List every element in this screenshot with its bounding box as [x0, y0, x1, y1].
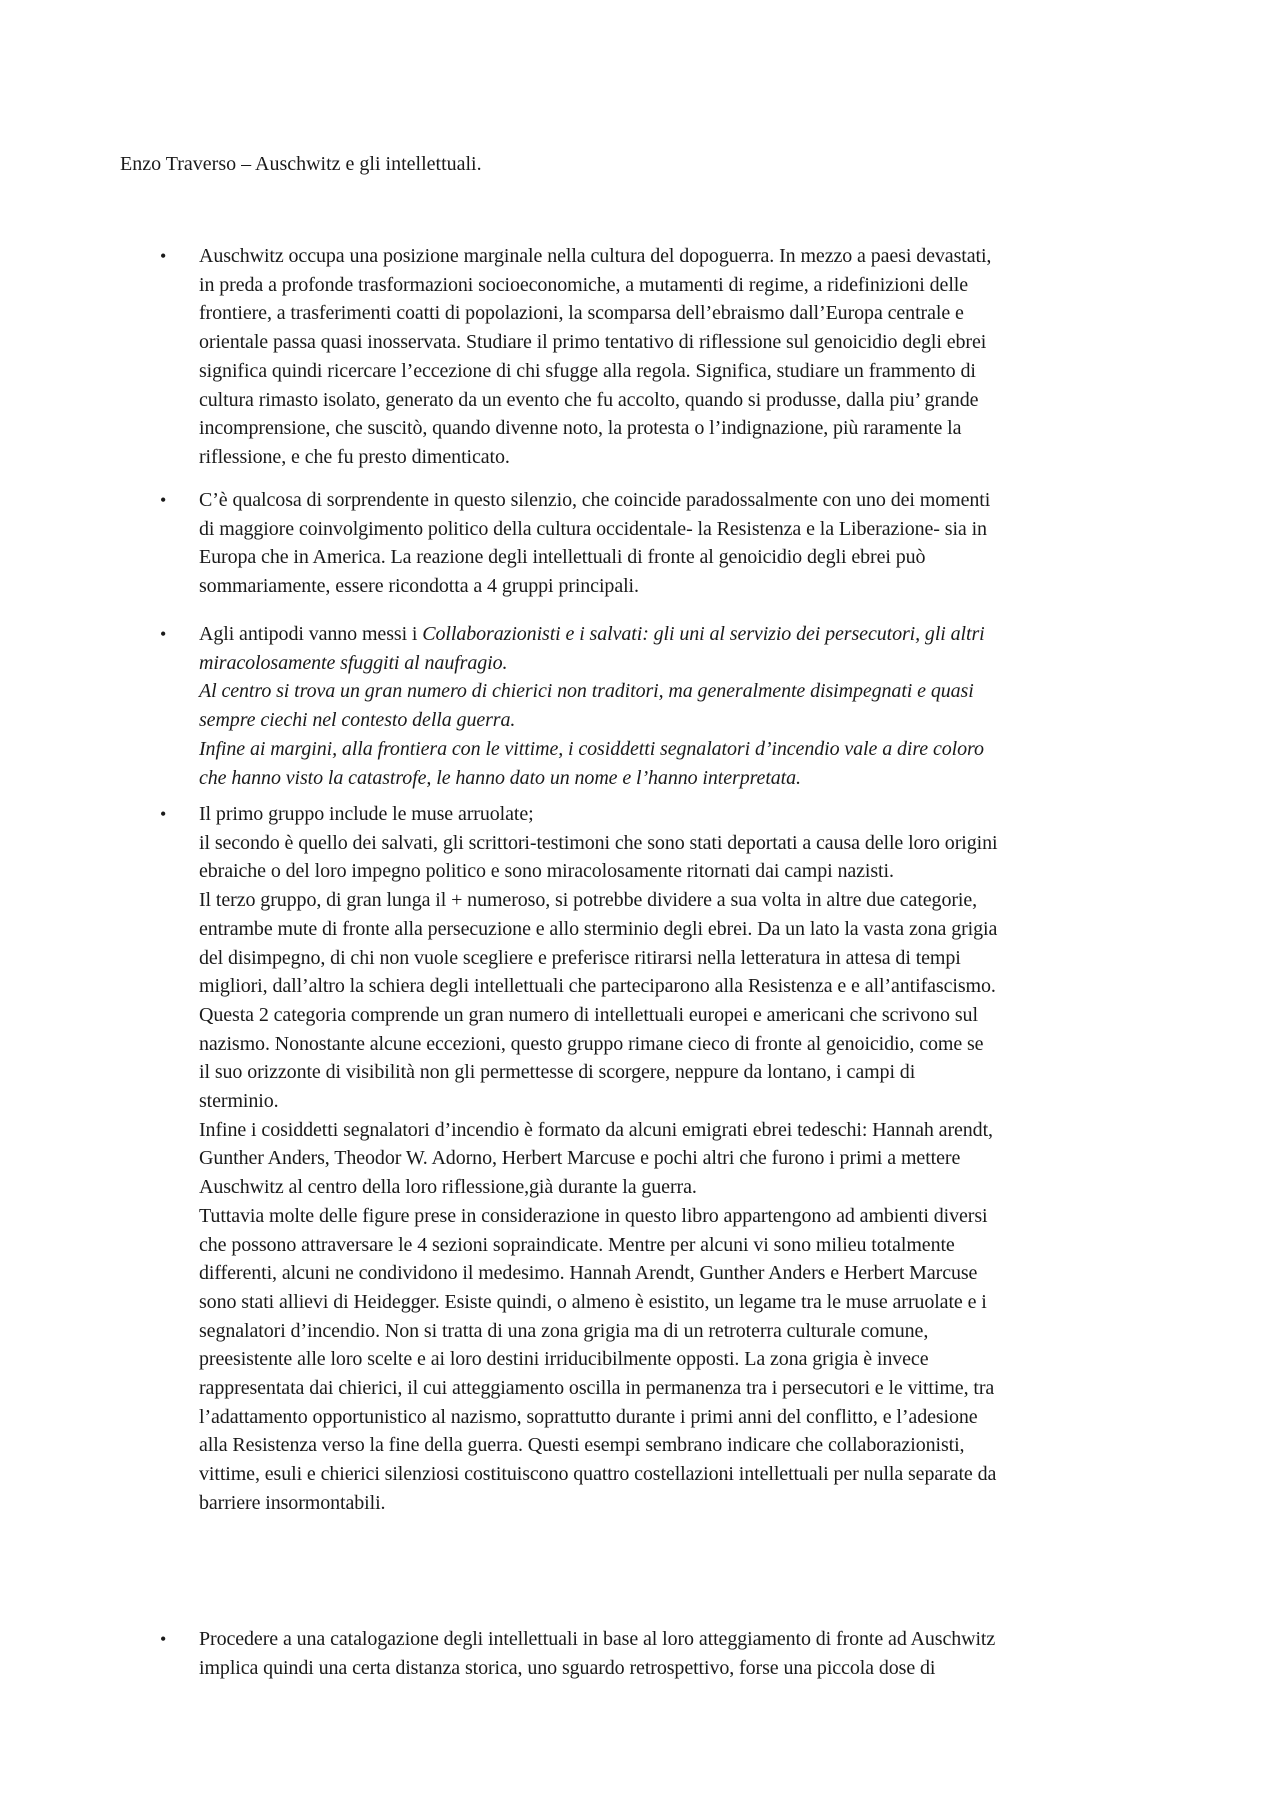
text-line: migliori, dall’altro la schiera degli intellettuali che parteciparono alla Resistenza e e all’antifascismo. [199, 975, 996, 998]
text-line: vittime, esuli e chierici silenziosi costituiscono quattro costellazioni intellettuali per nulla separate da [199, 1463, 997, 1486]
text-line: Procedere a una catalogazione degli intellettuali in base al loro atteggiamento di fronte ad Auschwitz [199, 1628, 996, 1650]
text-line: Auschwitz al centro della loro riflessione,già durante la guerra. [199, 1176, 697, 1199]
bullet-icon: • [160, 490, 167, 510]
text-line: Infine ai margini, alla frontiera con le vittime, i cosiddetti segnalatori d’incendio vale a dire coloro [199, 737, 984, 760]
text-line: Gunther Anders, Theodor W. Adorno, Herbert Marcuse e pochi altri che furono i primi a mettere [199, 1147, 961, 1170]
text-line: incomprensione, che suscitò, quando divenne noto, la protesta o l’indignazione, più raramente la [199, 417, 962, 440]
text-line: preesistente alle loro scelte e ai loro destini irriducibilmente opposti. La zona grigia è invece [199, 1348, 929, 1371]
text-line: sterminio. [199, 1090, 279, 1113]
document-title: Enzo Traverso – Auschwitz e gli intellettuali. [120, 153, 482, 175]
text-line: ebraiche o del loro impegno politico e sono miracolosamente ritornati dai campi nazisti. [199, 860, 894, 883]
text-line: Europa che in America. La reazione degli intellettuali di fronte al genoicidio degli ebrei può [199, 546, 926, 569]
text-line: significa quindi ricercare l’eccezione di chi sfugge alla regola. Significa, studiare un frammento di [199, 359, 976, 382]
text-line: C’è qualcosa di sorprendente in questo silenzio, che coincide paradossalmente con uno dei momenti [199, 489, 991, 511]
text-line: Al centro si trova un gran numero di chierici non traditori, ma generalmente disimpegnati e quasi [199, 680, 974, 703]
text-line: nazismo. Nonostante alcune eccezioni, questo gruppo rimane cieco di fronte al genoicidio, come se [199, 1032, 984, 1055]
text-line: sempre ciechi nel contesto della guerra. [199, 709, 516, 732]
text-line: entrambe mute di fronte alla persecuzione e allo sterminio degli ebrei. Da un lato la vasta zona grigia [199, 917, 998, 940]
text-line: l’adattamento opportunistico al nazismo, soprattutto durante i primi anni del conflitto, e l’adesione [199, 1405, 978, 1428]
text-line: Auschwitz occupa una posizione marginale nella cultura del dopoguerra. In mezzo a paesi devastati, [199, 245, 992, 267]
text-line: Il terzo gruppo, di gran lunga il + numeroso, si potrebbe dividere a sua volta in altre due categorie, [199, 889, 978, 912]
text-line: miracolosamente sfuggiti al naufragio. [199, 651, 508, 674]
text-line: il secondo è quello dei salvati, gli scrittori-testimoni che sono stati deportati a causa delle loro origini [199, 831, 998, 854]
text-line: il suo orizzonte di visibilità non gli permettesse di scorgere, neppure da lontano, i campi di [199, 1061, 916, 1084]
text-line: differenti, alcuni ne condividono il medesimo. Hannah Arendt, Gunther Anders e Herbert Marcuse [199, 1262, 978, 1285]
text-line: cultura rimasto isolato, generato da un evento che fu accolto, quando si produsse, dalla piu’ grande [199, 388, 979, 411]
text-line: segnalatori d’incendio. Non si tratta di una zona grigia ma di un retroterra culturale comune, [199, 1319, 929, 1342]
text-line: Tuttavia molte delle figure prese in considerazione in questo libro appartengono ad ambienti diversi [199, 1204, 988, 1227]
paragraph [199, 800, 1199, 1518]
paragraph [199, 486, 1199, 601]
text-line: in preda a profonde trasformazioni socioeconomiche, a mutamenti di regime, a ridefinizioni delle [199, 273, 969, 296]
bullet-icon: • [160, 246, 167, 266]
paragraph [199, 1625, 1199, 1682]
text-line: rappresentata dai chierici, il cui atteggiamento oscilla in permanenza tra i persecutori e le vittime, tra [199, 1377, 995, 1400]
text-line: di maggiore coinvolgimento politico della cultura occidentale- la Resistenza e la Liberazione- sia in [199, 517, 987, 540]
text-line: implica quindi una certa distanza storica, uno sguardo retrospettivo, forse una piccola dose di [199, 1656, 936, 1679]
text-line: che hanno visto la catastrofe, le hanno dato un nome e l’hanno interpretata. [199, 766, 801, 789]
text-line: orientale passa quasi inosservata. Studiare il primo tentativo di riflessione sul genoicidio degli ebrei [199, 331, 987, 354]
text-line: sono stati allievi di Heidegger. Esiste quindi, o almeno è esistito, un legame tra le muse arruolate e i [199, 1290, 987, 1313]
text-line: alla Resistenza verso la fine della guerra. Questi esempi sembrano indicare che collaborazionisti, [199, 1434, 965, 1457]
text-line: riflessione, e che fu presto dimenticato. [199, 445, 510, 468]
text-line: che possono attraversare le 4 sezioni sopraindicate. Mentre per alcuni vi sono milieu totalmente [199, 1233, 955, 1256]
bullet-icon: • [160, 1629, 167, 1649]
paragraph [199, 620, 1199, 792]
text-line [199, 620, 1199, 649]
text-line: del disimpegno, di chi non vuole scegliere e preferisce ritirarsi nella letteratura in attesa di tempi [199, 946, 961, 969]
text-run: Agli antipodi vanno messi i [199, 623, 423, 645]
paragraph [199, 242, 1199, 472]
text-line: Questa 2 categoria comprende un gran numero di intellettuali europei e americani che scrivono sul [199, 1003, 978, 1026]
text-run-italic: Collaborazionisti e i salvati: gli uni al servizio dei persecutori, gli altri [422, 623, 985, 645]
bullet-icon: • [160, 804, 167, 824]
bullet-icon: • [160, 624, 167, 644]
text-line: Infine i cosiddetti segnalatori d’incendio è formato da alcuni emigrati ebrei tedeschi: Hannah arendt, [199, 1118, 993, 1141]
text-line: frontiere, a trasferimenti coatti di popolazioni, la scomparsa dell’ebraismo dall’Europa centrale e [199, 302, 964, 325]
text-line: Il primo gruppo include le muse arruolate; [199, 803, 534, 825]
text-line: sommariamente, essere ricondotta a 4 gruppi principali. [199, 575, 639, 598]
text-line: barriere insormontabili. [199, 1491, 386, 1514]
